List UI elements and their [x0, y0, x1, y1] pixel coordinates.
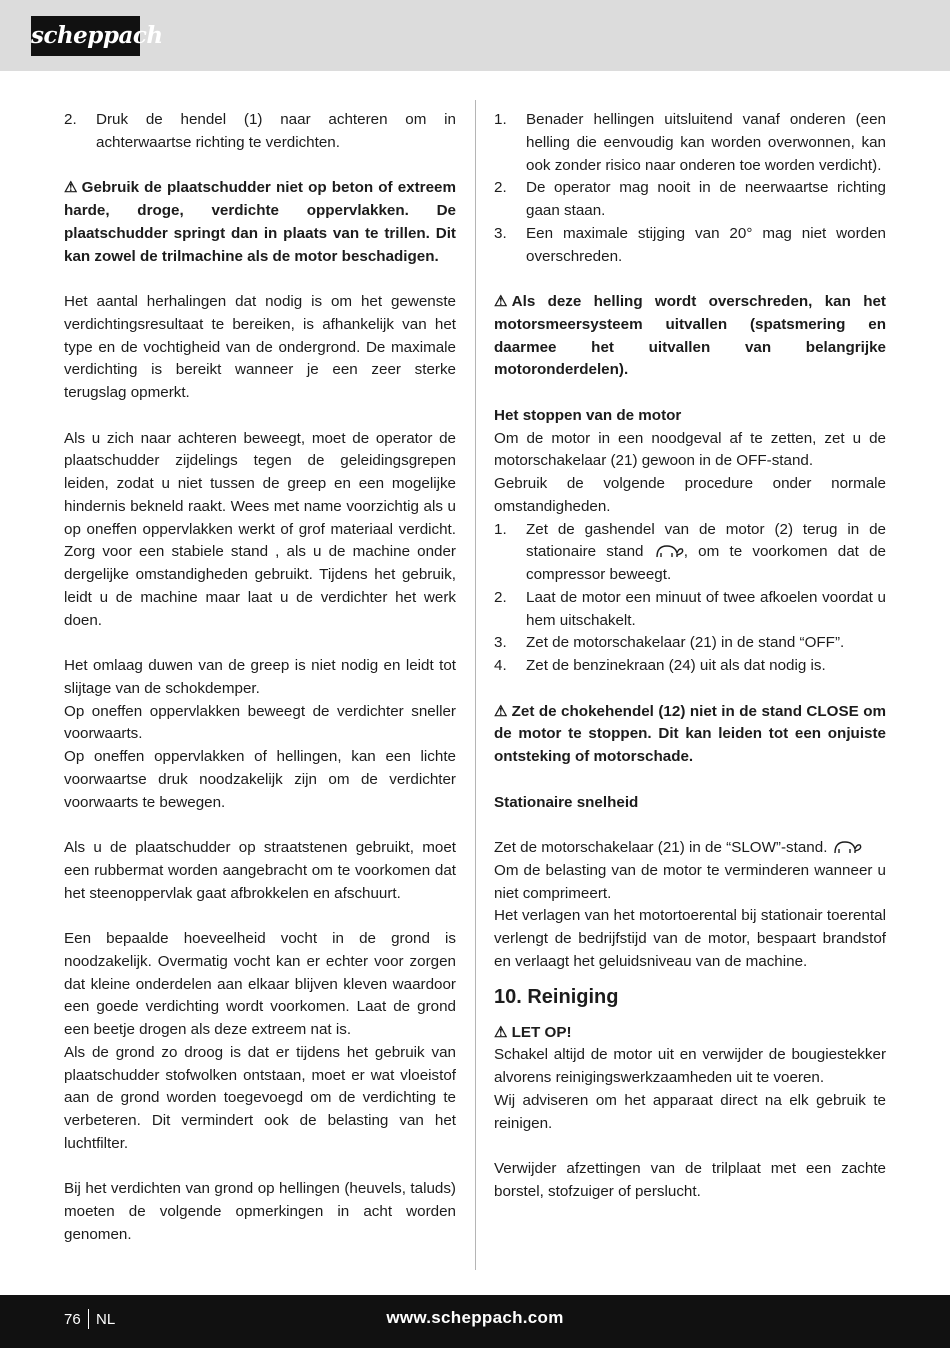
section-title: 10. Reiniging [494, 985, 619, 1008]
paragraph-dry: Als de grond zo droog is dat er tijdens het gebruik van plaatschudder stofwolken ontstaan, moet er wat vloeistof aan de grond worden toegevoegd om de verdichting te verbeteren. Dit vermindert ook de belasting van het luchtfilter. [64, 1043, 456, 1152]
warning-text: Als deze helling wordt overschreden, kan het motorsmeersysteem uitvallen (spatsmering en daarmee het uitvallen van belangrijke motoronderdelen). [494, 293, 886, 379]
paragraph-text: Zet de motorschakelaar (21) in de “SLOW”-stand. [494, 839, 828, 856]
paragraph-deposits: Verwijder afzettingen van de trilplaat met een zachte borstel, stofzuiger of perslucht. [494, 1160, 886, 1200]
warning-slope [494, 291, 886, 382]
list-item [494, 519, 886, 587]
language-code: NL [96, 1311, 116, 1328]
column-divider [475, 100, 476, 1270]
paragraph-paving: Als u de plaatschudder op straatstenen gebruikt, moet een rubbermat worden aangebracht om te voorkomen dat het steenoppervlak gaat afbrokkelen en afschuurt. [64, 839, 456, 902]
list-text: De operator mag nooit in de neerwaartse richting gaan staan. [526, 179, 886, 219]
website-link[interactable]: www.scheppach.com [386, 1308, 564, 1327]
paragraph-handle: Het omlaag duwen van de greep is niet nodig en leidt tot slijtage van de schokdemper. [64, 657, 456, 697]
paragraph-slow [494, 837, 886, 860]
warning-icon: ⚠ [494, 702, 508, 720]
warning-icon: ⚠ [494, 1023, 508, 1041]
list-item [494, 632, 886, 655]
paragraph-load: Om de belasting van de motor te verminderen wanneer u niet comprimeert. [494, 861, 886, 902]
list-item [494, 587, 886, 633]
paragraph-emergency-stop: Om de motor in een noodgeval af te zetten, zet u de motorschakelaar (21) gewoon in de OFF-stand. [494, 429, 886, 470]
list-item [494, 223, 886, 269]
list-text: Druk de hendel (1) naar achteren om in achterwaartse richting te verdichten. [96, 111, 456, 151]
heading-stop-engine: Het stoppen van de motor [494, 406, 682, 424]
scheppach-logo: scheppach [31, 16, 140, 56]
warning-letop [494, 1022, 886, 1045]
warning-text: Zet de chokehendel (12) niet in de stand CLOSE om de motor te stoppen. Dit kan leiden tot een onjuiste ontsteking of motorschade. [494, 702, 886, 765]
warning-concrete [64, 177, 456, 268]
paragraph-rpm: Het verlagen van het motortoerental bij stationair toerental verlengt de bedrijfstijd van de motor, bespaart brandstof en verlaagt het geluidsniveau van de machine. [494, 907, 886, 970]
warning-text: Gebruik de plaatschudder niet op beton of extreem harde, droge, verdichte oppervlakken. De plaatschudder springt dan in plaats van te trillen. Dit kan zowel de trilmachine als de motor beschadigen. [64, 179, 456, 265]
list-text-part: , om te voorkomen dat de compressor beweegt. [526, 543, 886, 583]
list-text [526, 519, 886, 587]
list-number: 2. [64, 111, 77, 128]
list-text: Benader hellingen uitsluitend vanaf onderen (een helling die eenvoudig kan worden overwonnen, kan ook zonder risico naar onderen toe worden verdicht). [526, 111, 886, 174]
paragraph-spark-plug: Schakel altijd de motor uit en verwijder de bougiestekker alvorens reinigingswerkzaamheden uit te voeren. [494, 1046, 886, 1086]
list-item [494, 177, 886, 223]
right-column [494, 109, 886, 1204]
paragraph-normal-procedure: Gebruik de volgende procedure onder normale omstandigheden. [494, 475, 886, 515]
turtle-icon [832, 838, 862, 856]
list-number: 1. [494, 111, 507, 128]
list-item [64, 109, 456, 155]
list-text-part: Zet de gashendel van de motor (2) terug in de stationaire stand [526, 520, 886, 561]
list-number: 3. [494, 224, 507, 242]
paragraph-slopes: Op oneffen oppervlakken of hellingen, kan een lichte voorwaartse druk noodzakelijk zijn om de verdichter voorwaarts te bewegen. [64, 748, 456, 811]
turtle-icon [654, 542, 684, 560]
paragraph-hills: Bij het verdichten van grond op hellingen (heuvels, taluds) moeten de volgende opmerkingen in acht worden genomen. [64, 1180, 456, 1243]
list-number: 4. [494, 657, 507, 674]
warning-choke [494, 701, 886, 769]
left-column [64, 109, 456, 1247]
warning-text: LET OP! [511, 1023, 572, 1041]
list-item [494, 655, 886, 678]
list-text: Laat de motor een minuut of twee afkoelen voordat u hem uitschakelt. [526, 588, 886, 629]
paragraph-moisture: Een bepaalde hoeveelheid vocht in de grond is noodzakelijk. Overmatig vocht kan er echter voor zorgen dat kleine onderdelen aan elkaar blijven kleven waardoor een goede verdichting wordt voorkomen. Laat de grond een beetje drogen als deze extreem nat is. [64, 930, 456, 1038]
paragraph-clean-advice: Wij adviseren om het apparaat direct na elk gebruik te reinigen. [494, 1091, 886, 1132]
page-number: 76 [64, 1311, 81, 1328]
list-item [494, 109, 886, 177]
warning-icon: ⚠ [64, 179, 78, 197]
paragraph-repetitions: Het aantal herhalingen dat nodig is om het gewenste verdichtingsresultaat te bereiken, is afhankelijk van het type en de vochtigheid van de ondergrond. De maximale verdichting is bereikt wanneer je een zeer sterke terugslag opmerkt. [64, 293, 456, 401]
page-header [0, 0, 950, 71]
warning-icon: ⚠ [494, 293, 508, 310]
list-text: Zet de benzinekraan (24) uit als dat nodig is. [526, 657, 826, 674]
list-number: 2. [494, 588, 507, 606]
list-number: 3. [494, 634, 507, 652]
paragraph-backwards: Als u zich naar achteren beweegt, moet de operator de plaatschudder zijdelings tegen de geleidingsgrepen leiden, zodat u niet tussen de greep en een mogelijke hindernis bekneld raakt. Wees met name voorzichtig als u op oneffen oppervlakken werkt of grof materiaal verdicht. Zorg voor een stabiele stand , als u de machine onder dergelijke omstandigheden gebruikt. Tijdens het gebruik, leidt u de machine maar laat u de verdichter het werk doen. [64, 429, 456, 629]
heading-idle-speed: Stationaire snelheid [494, 793, 639, 811]
page-footer [0, 1295, 950, 1348]
list-number: 2. [494, 179, 507, 197]
list-number: 1. [494, 520, 507, 538]
list-text: Zet de motorschakelaar (21) in de stand “OFF”. [526, 634, 845, 652]
list-text: Een maximale stijging van 20° mag niet worden overschreden. [526, 224, 886, 265]
paragraph-uneven: Op oneffen oppervlakken beweegt de verdichter sneller voorwaarts. [64, 702, 456, 743]
